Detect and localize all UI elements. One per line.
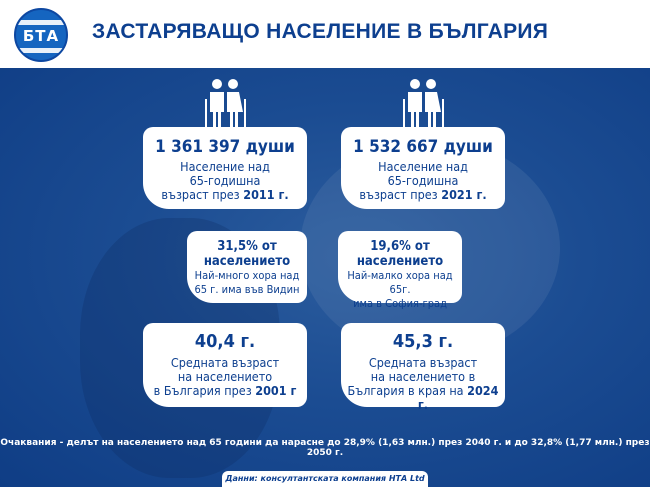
sofia-line1: Най-малко хора над 65г. [347,269,453,296]
data-source: Данни: консултантската компания НТА Ltd [222,471,428,487]
population-2021-line2: 65-годишна [387,173,459,188]
card-average-age-2024 [341,323,505,412]
vidin-percent-suffix: населението [203,254,291,269]
vidin-line2: 65 г. има във Видин [194,283,300,296]
forecast-note: Очаквания - делът на населението над 65 години да нарасне до 28,9% (1,63 млн.) през 2040 г. и до 32,8% (1,77 млн.) през 2050 г. [0,438,650,458]
elderly-couple-icon [200,77,250,129]
card-sofia [338,231,462,310]
sofia-percent: 19,6% от [370,239,430,254]
logo-text: БТА [22,27,60,45]
card-population-2011 [143,127,307,209]
elderly-couple-icon [398,77,448,129]
vidin-line1: Най-много хора над [194,269,300,282]
page-title: ЗАСТАРЯВАЩО НАСЕЛЕНИЕ В БЪЛГАРИЯ [92,20,549,43]
average-age-2001-line3: в България през 2001 г [153,383,297,398]
average-age-2001-line2: на населението [177,369,273,384]
average-age-2001-value: 40,4 г. [194,331,256,352]
sofia-line2: има в София-град [353,297,447,310]
infographic-body [0,68,650,487]
average-age-2024-line2: на населението в [370,369,476,384]
population-2011-value: 1 361 397 души [155,137,295,157]
average-age-2001-line1: Средната възраст [170,355,280,370]
population-2011-line1: Население над [180,159,270,174]
vidin-percent: 31,5% от [217,239,277,254]
population-2011-line2: 65-годишна [189,173,261,188]
bta-logo [14,8,68,62]
population-2021-value: 1 532 667 души [353,137,493,157]
population-2021-line1: Население над [378,159,468,174]
card-population-2021 [341,127,505,209]
average-age-2024-line3: България в края на 2024 г. [347,383,499,412]
header [0,0,650,68]
population-2011-line3: възраст през 2011 г. [161,187,289,202]
card-vidin [187,231,307,303]
card-average-age-2001 [143,323,307,407]
sofia-percent-suffix: населението [356,254,444,269]
population-2021-line3: възраст през 2021 г. [359,187,487,202]
average-age-2024-value: 45,3 г. [392,331,454,352]
average-age-2024-line1: Средната възраст [368,355,478,370]
